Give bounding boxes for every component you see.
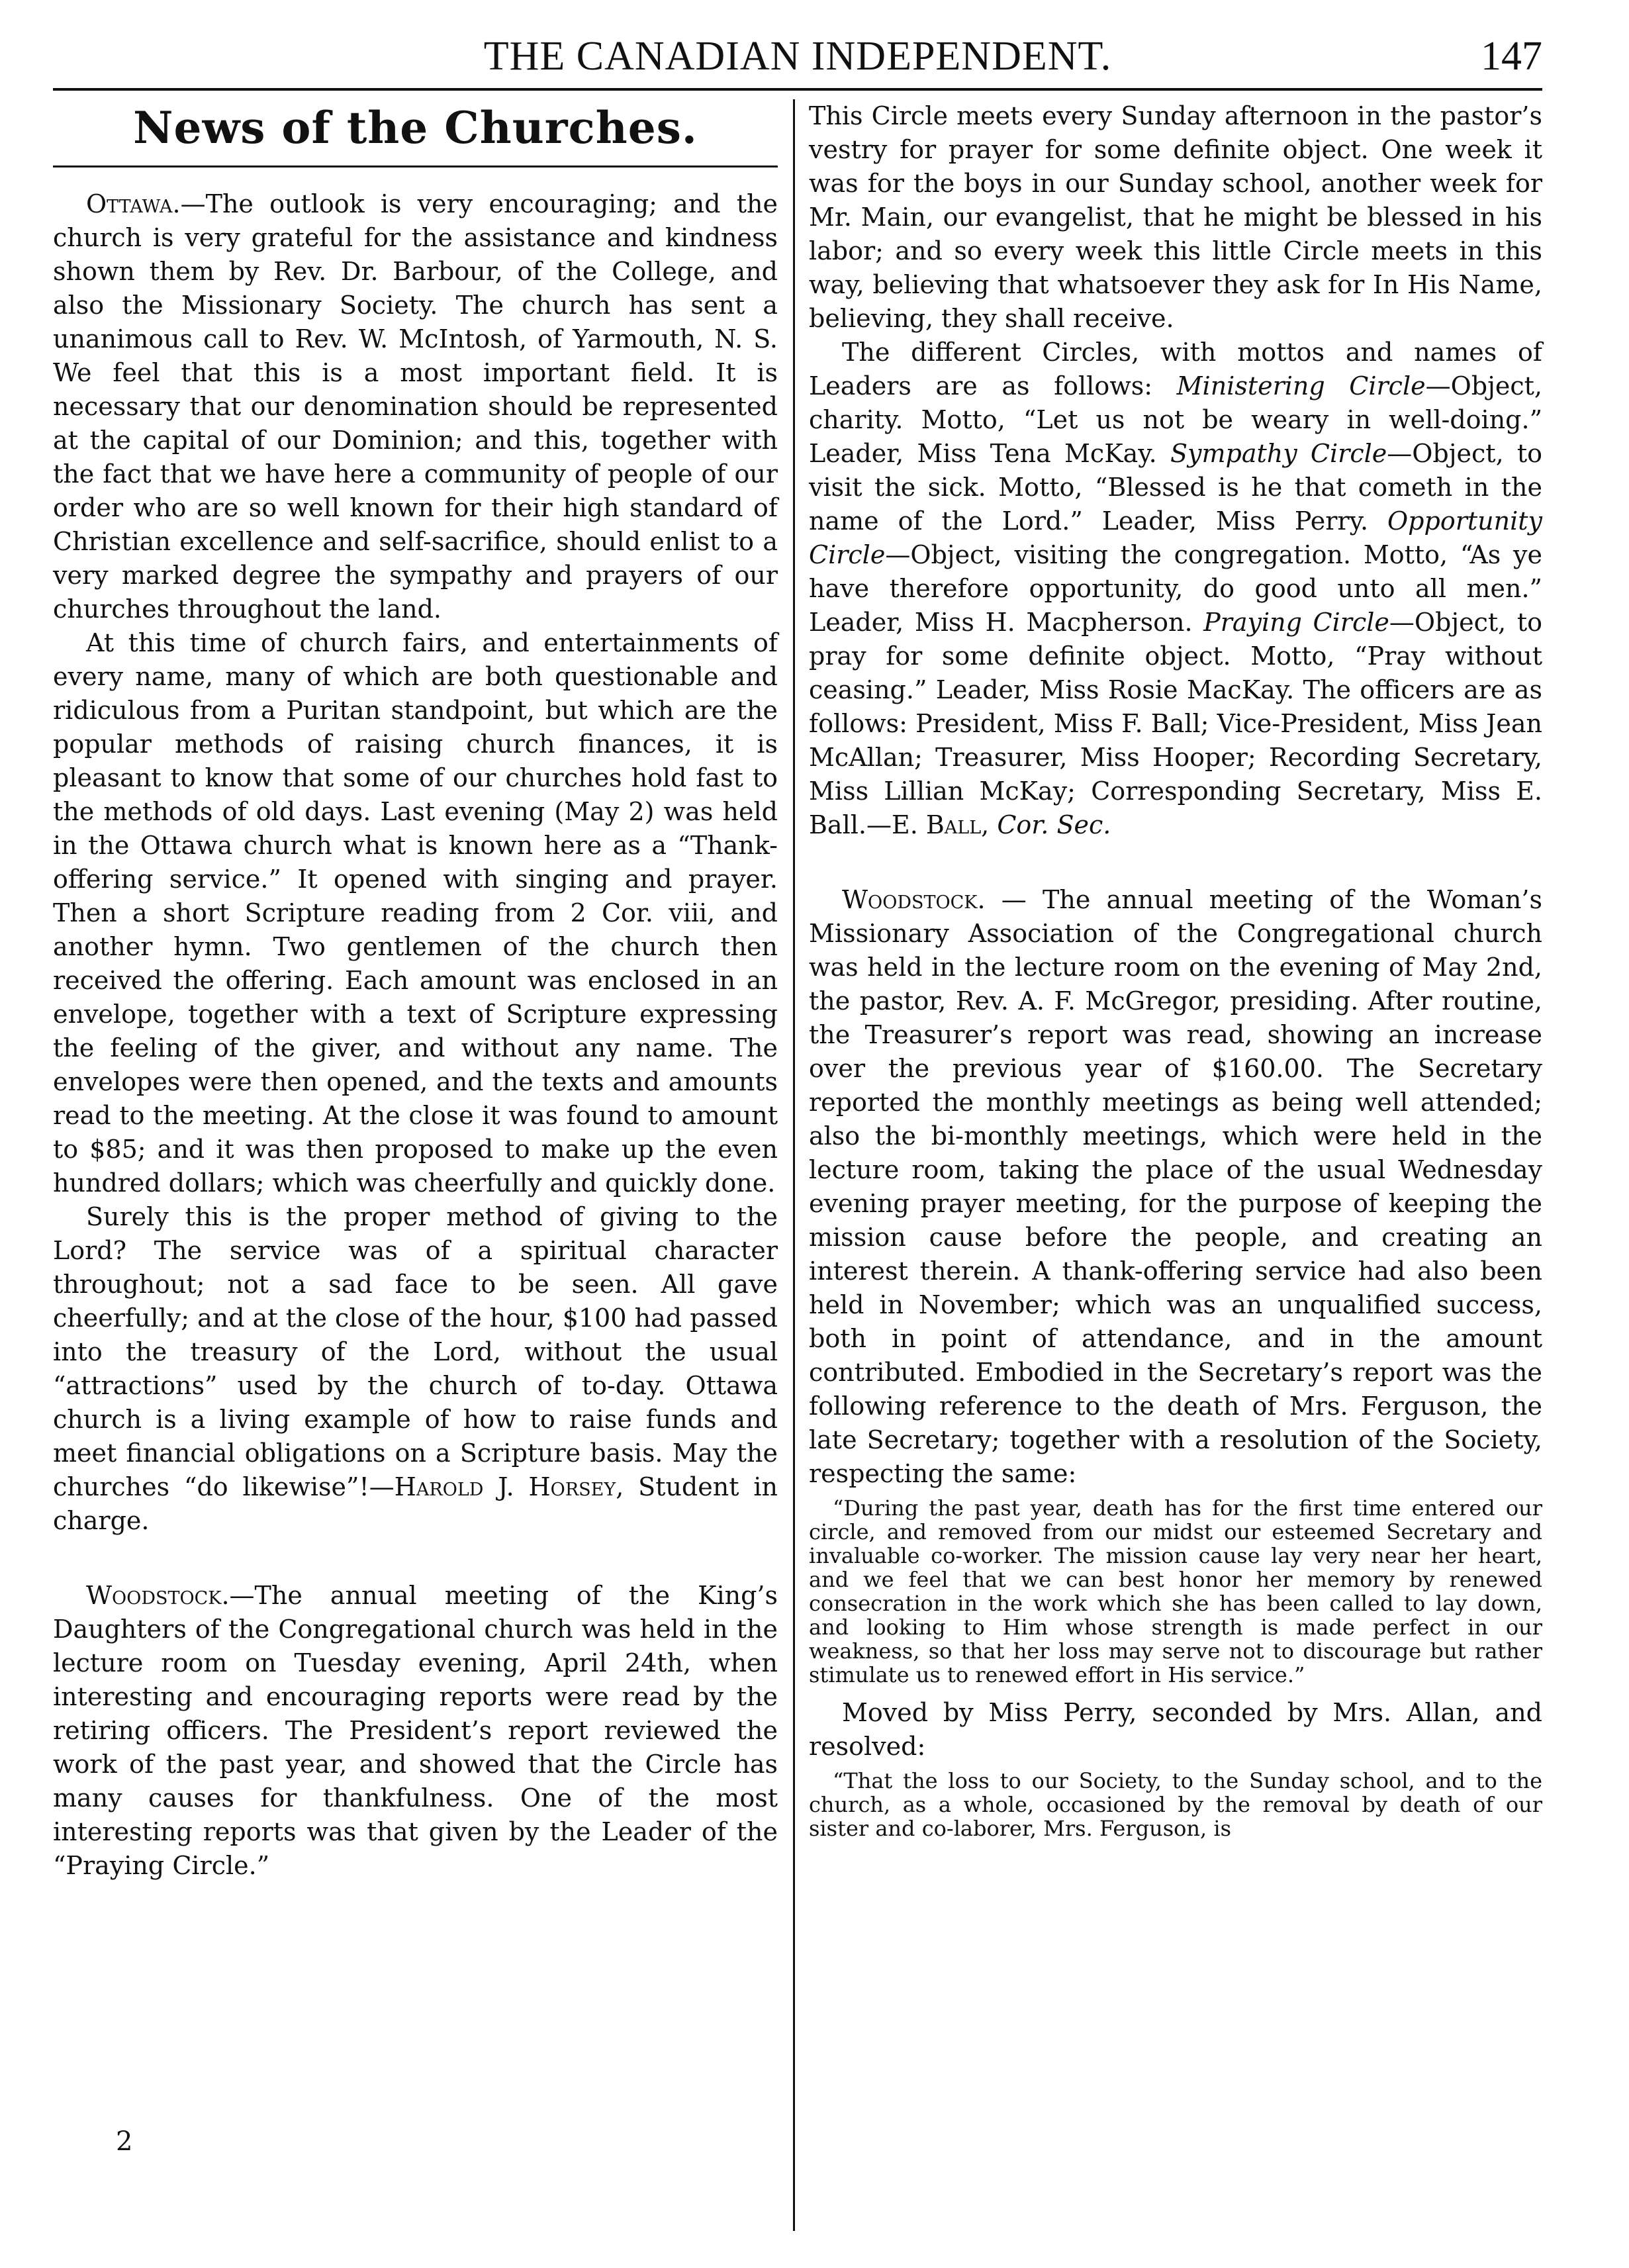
place-woodstock: Woodstock. [86,1581,230,1610]
woodstock-missionary-text: — The annual meeting of the Woman’s Missionary Association of the Congregational church was held in the lecture room on the evening of May 2nd, the pastor, Rev. A. F. McGregor, presiding. After routine, the Treasurer’s report was read, showing an increase over the previous year of $160.00. The Secretary reported the monthly meetings as being well attended; also the bi-monthly meetings, which were held in the lecture room, taking the place of the usual Wednesday evening prayer meeting, for the purpose of keeping the mission cause before the people, and creating an interest therein. A thank-offering service had also been held in November; which was an unqualified success, both in point of attendance, and in the amount contributed. Embodied in the Secretary’s report was the following reference to the death of Mrs. Ferguson, the late Secretary; together with a resolution of the Society, respecting the same: [809,885,1542,1488]
section-gap-right [809,842,1542,883]
section-title: News of the Churches. [133,102,698,154]
page-header [53,28,1542,87]
section-gap [53,1538,778,1579]
ministering-circle: Ministering Circle [1176,371,1426,401]
sympathy-text: —Object, to visit the sick. Motto, “Blessed is he that cometh in the name of the Lord.” Leader, Miss Perry. [809,439,1543,536]
author-separator: , [981,810,998,839]
ottawa-paragraph-3 [53,1200,778,1538]
author-horsey: Harold J. Horsey [394,1472,616,1501]
sympathy-circle: Sympathy Circle [1170,439,1387,468]
woodstock-text: —The annual meeting of the King’s Daughters of the Congregational church was held in the lecture room on Tuesday evening, April 24th, when interesting and encouraging reports were read by the retiring officers. The President’s report reviewed the work of the past year, and showed that the Circle has many causes for thankfulness. One of the most interesting reports was that given by the Leader of the “Praying Circle.” [53,1581,778,1880]
quote-resolution: “That the loss to our Society, to the Sunday school, and to the church, as a whole, occasioned by the removal by death of our sister and co-laborer, Mrs. Ferguson, is [809,1768,1542,1841]
header-rule [53,88,1542,91]
place-ottawa: Ottawa. [86,189,181,218]
running-title: THE CANADIAN INDEPENDENT. [483,34,1112,79]
opportunity-circle: Opportunity Circle [809,506,1542,569]
place-woodstock-right: Woodstock. [842,885,986,914]
circles-intro: The different Circles, with mottos and names of Leaders are as follows: [809,338,1542,401]
ottawa-text-3-end: , Student in charge. [53,1472,778,1535]
author-ball: Ball [925,810,982,839]
ministering-text: —Object, charity. Motto, “Let us not be weary in well-doing.” Leader, Miss Tena McKay. [809,371,1542,468]
right-column [809,99,1542,1850]
signature-mark: 2 [116,2126,133,2157]
title-rule [53,165,778,167]
circles-list-paragraph [809,336,1542,842]
column-rule [793,99,795,2231]
left-column [53,99,778,1883]
praying-text: —Object, to pray for some definite object. Motto, “Pray without ceasing.” Leader, Miss Rosie MacKay. The officers are as follows: President, Miss F. Ball; Vice-President, Miss Jean McAllan; Treasurer, Miss Hooper; Recording Secretary, Miss Lillian McKay; Corresponding Secretary, Miss E. Ball.—E. [809,608,1542,839]
opportunity-text: —Object, visiting the congregation. Motto, “As ye have therefore opportunity, do good unto all men.” Leader, Miss H. Macpherson. [809,540,1542,637]
ottawa-text-1: —The outlook is very encouraging; and the church is very grateful for the assistance and kindness shown them by Rev. Dr. Barbour, of the College, and also the Missionary Society. The church has sent a unanimous call to Rev. W. McIntosh, of Yarmouth, N. S. We feel that this is a most important field. It is necessary that our denomination should be represented at the capital of our Dominion; and this, together with the fact that we have here a community of people of our order who are so well known for their high standard of Christian excellence and self-sacrifice, should enlist to a very marked degree the sympathy and prayers of our churches throughout the land. [53,189,778,624]
woodstock-kings-daughters-paragraph [53,1579,778,1883]
praying-circle: Praying Circle [1203,608,1389,637]
author-role: Cor. Sec. [997,810,1111,839]
ottawa-text-3: Surely this is the proper method of giving to the Lord? The service was of a spiritual character throughout; not a sad face to be seen. All gave cheerfully; and at the close of the hour, $100 had passed into the treasury of the Lord, without the usual “attractions” used by the church of to-day. Ottawa church is a living example of how to raise funds and meet financial obligations on a Scripture basis. May the churches “do likewise”!— [53,1202,778,1501]
page-number: 147 [1481,34,1542,79]
quote-ferguson: “During the past year, death has for the first time entered our circle, and removed from our midst our esteemed Secretary and invaluable co-worker. The mission cause lay very near her heart, and we feel that we can best honor her memory by renewed consecration in the work which she has been called to lay down, and looking to Him whose strength is made perfect in our weakness, so that her loss may serve not to discourage but rather stimulate us to renewed effort in His service.” [809,1495,1542,1687]
woodstock-missionary-paragraph [809,883,1542,1491]
moved-resolved: Moved by Miss Perry, seconded by Mrs. Allan, and resolved: [809,1698,1542,1761]
circle-paragraph: This Circle meets every Sunday afternoon in the pastor’s vestry for prayer for some definite object. One week it was for the boys in our Sunday school, another week for Mr. Main, our evangelist, that he might be blessed in his labor; and so every week this little Circle meets in this way, believing that whatsoever they ask for In His Name, believing, they shall receive. [809,101,1542,333]
ottawa-paragraph-2: At this time of church fairs, and entertainments of every name, many of which are both questionable and ridiculous from a Puritan standpoint, but which are the popular methods of raising church finances, it is pleasant to know that some of our churches hold fast to the methods of old days. Last evening (May 2) was held in the Ottawa church what is known here as a “Thank-offering service.” It opened with singing and prayer. Then a short Scripture reading from 2 Cor. viii, and another hymn. Two gentlemen of the church then received the offering. Each amount was enclosed in an envelope, together with a text of Scripture expressing the feeling of the giver, and without any name. The envelopes were then opened, and the texts and amounts read to the meeting. At the close it was found to amount to $85; and it was then proposed to make up the even hundred dollars; which was cheerfully and quickly done. [53,628,778,1198]
ottawa-paragraph-1 [53,187,778,626]
